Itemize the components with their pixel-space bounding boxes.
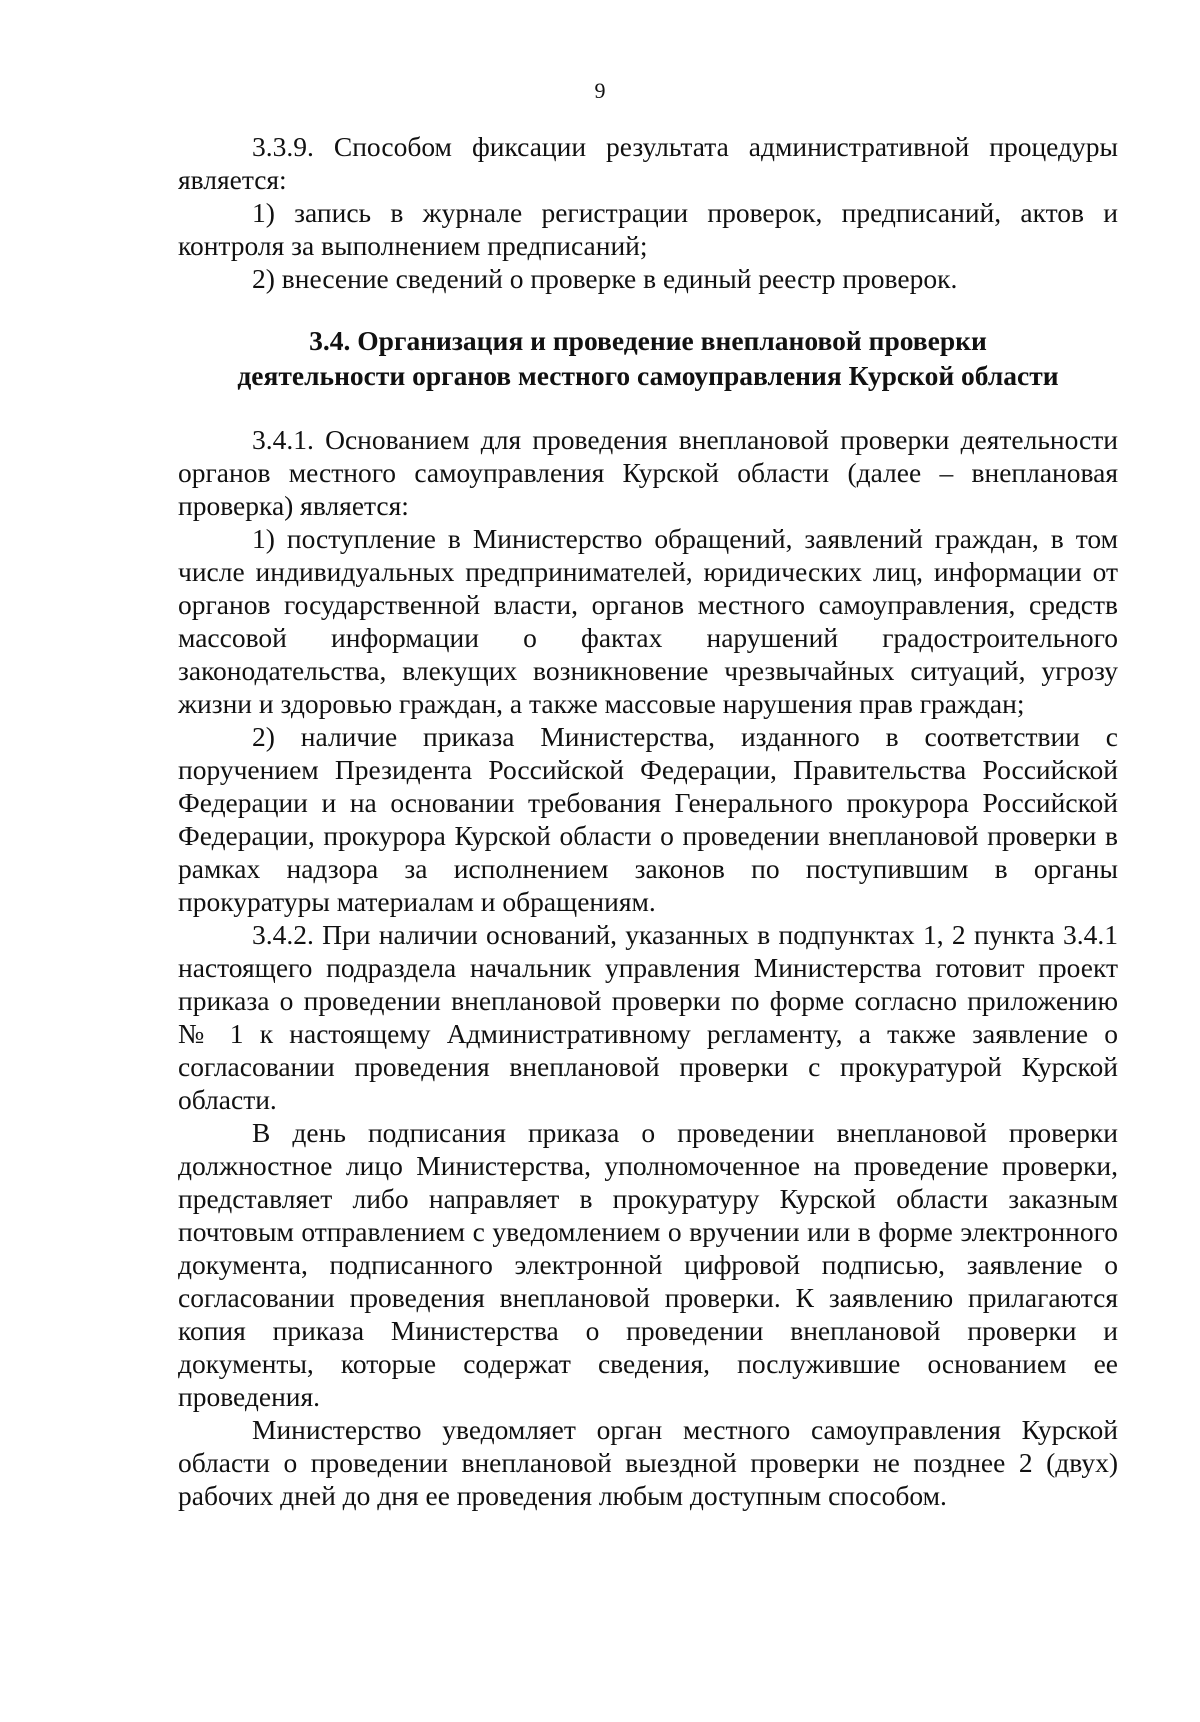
paragraph-3-3-9: 3.3.9. Способом фиксации результата административной процедуры является: <box>178 131 1118 195</box>
spacer <box>178 393 1118 423</box>
page-number: 9 <box>594 78 606 103</box>
section-title-line-1: 3.4. Организация и проведение внеплановой проверки <box>309 325 987 356</box>
section-title-line-2: деятельности органов местного самоуправления Курской области <box>237 360 1059 391</box>
paragraph-3-4-2: 3.4.2. При наличии оснований, указанных в подпунктах 1, 2 пункта 3.4.1 настоящего подраздела начальник управления Министерства готовит проект приказа о проведении внеплановой проверки по форме согласно приложению № 1 к настоящему Административному регламенту, а также заявление о согласовании проведения внеплановой проверки с прокуратурой Курской области. <box>178 919 1118 1115</box>
spacer <box>178 295 1118 323</box>
section-title-3-4 <box>178 323 1118 393</box>
paragraph-3-4-1: 3.4.1. Основанием для проведения внеплановой проверки деятельности органов местного самоуправления Курской области (далее – внеплановая проверка) является: <box>178 424 1118 521</box>
list-item-order: 2) наличие приказа Министерства, изданного в соответствии с поручением Президента Российской Федерации, Правительства Российской Федерации и на основании требования Генерального прокурора Российской Федерации, прокурора Курской области о проведении внеплановой проверки в рамках надзора за исполнением законов по поступившим в органы прокуратуры материалам и обращениям. <box>178 721 1118 917</box>
paragraph-signing-day: В день подписания приказа о проведении внеплановой проверки должностное лицо Министерства, уполномоченное на проведение проверки, представляет либо направляет в прокуратуру Курской области заказным почтовым отправлением с уведомлением о вручении или в форме электронного документа, подписанного электронной цифровой подписью, заявление о согласовании проведения внеплановой проверки. К заявлению прилагаются копия приказа Министерства о проведении внеплановой проверки и документы, которые содержат сведения, послужившие основанием ее проведения. <box>178 1117 1118 1412</box>
paragraph-notification: Министерство уведомляет орган местного самоуправления Курской области о проведении внеплановой выездной проверки не позднее 2 (двух) рабочих дней до дня ее проведения любым доступным способом. <box>178 1414 1118 1511</box>
list-item-appeals: 1) поступление в Министерство обращений, заявлений граждан, в том числе индивидуальных предпринимателей, юридических лиц, информации от органов государственной власти, органов местного самоуправления, средств массовой информации о фактах нарушений градостроительного законодательства, влекущих возникновение чрезвычайных ситуаций, угрозу жизни и здоровью граждан, а также массовые нарушения прав граждан; <box>178 523 1118 719</box>
list-item-journal-record: 1) запись в журнале регистрации проверок, предписаний, актов и контроля за выполнением предписаний; <box>178 197 1118 261</box>
document-body <box>178 130 1118 1512</box>
list-item-registry-entry: 2) внесение сведений о проверке в единый реестр проверок. <box>252 263 958 294</box>
